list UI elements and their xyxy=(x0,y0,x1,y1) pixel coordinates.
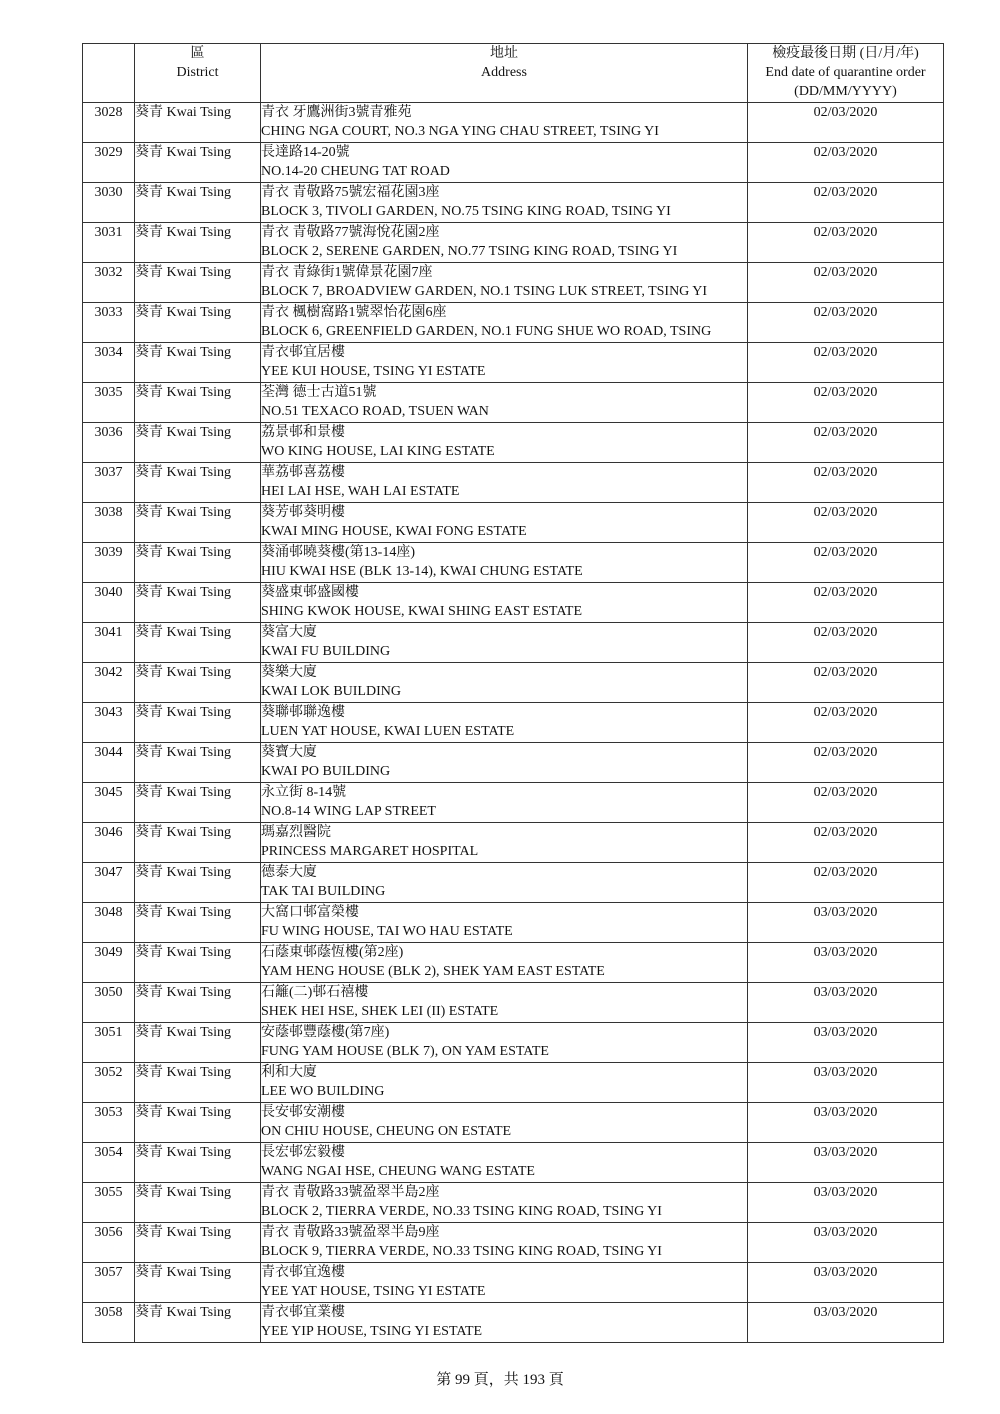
row-address-en: YEE KUI HOUSE, TSING YI ESTATE xyxy=(261,364,486,379)
row-address-en: NO.8-14 WING LAP STREET xyxy=(261,804,436,819)
row-address-zh: 葵寶大廈 xyxy=(261,745,317,760)
row-number: 3036 xyxy=(83,423,135,463)
row-end-date: 03/03/2020 xyxy=(748,1223,944,1263)
row-address-en: NO.14-20 CHEUNG TAT ROAD xyxy=(261,164,450,179)
row-address xyxy=(261,1183,748,1223)
table-row xyxy=(83,1143,944,1183)
row-number: 3044 xyxy=(83,743,135,783)
table-row xyxy=(83,623,944,663)
row-address xyxy=(261,463,748,503)
table-row xyxy=(83,1223,944,1263)
row-district: 葵青 Kwai Tsing xyxy=(135,343,261,383)
row-number: 3034 xyxy=(83,343,135,383)
row-address xyxy=(261,863,748,903)
row-district: 葵青 Kwai Tsing xyxy=(135,943,261,983)
row-end-date: 02/03/2020 xyxy=(748,743,944,783)
row-address-en: YAM HENG HOUSE (BLK 2), SHEK YAM EAST ESTATE xyxy=(261,964,605,979)
row-address-en: PRINCESS MARGARET HOSPITAL xyxy=(261,844,479,859)
table-row xyxy=(83,1063,944,1103)
row-number: 3033 xyxy=(83,303,135,343)
row-address xyxy=(261,503,748,543)
row-address-zh: 青衣 青敬路33號盈翠半島9座 xyxy=(261,1225,440,1240)
row-end-date: 03/03/2020 xyxy=(748,1183,944,1223)
row-district: 葵青 Kwai Tsing xyxy=(135,743,261,783)
row-address xyxy=(261,1303,748,1343)
row-address-en: SHEK HEI HSE, SHEK LEI (II) ESTATE xyxy=(261,1004,499,1019)
row-number: 3038 xyxy=(83,503,135,543)
row-address xyxy=(261,423,748,463)
row-number: 3058 xyxy=(83,1303,135,1343)
row-end-date: 03/03/2020 xyxy=(748,943,944,983)
row-district: 葵青 Kwai Tsing xyxy=(135,223,261,263)
row-district: 葵青 Kwai Tsing xyxy=(135,543,261,583)
row-number: 3037 xyxy=(83,463,135,503)
row-end-date: 03/03/2020 xyxy=(748,983,944,1023)
header-date-zh: 檢疫最後日期 (日/月/年) xyxy=(772,46,919,61)
row-address-en: LEE WO BUILDING xyxy=(261,1084,385,1099)
page-number: 第 99 頁，共 193 頁 xyxy=(436,1372,564,1388)
row-number: 3048 xyxy=(83,903,135,943)
row-end-date: 02/03/2020 xyxy=(748,783,944,823)
row-end-date: 02/03/2020 xyxy=(748,703,944,743)
row-address-zh: 青衣 青敬路77號海悅花園2座 xyxy=(261,225,440,240)
row-address-zh: 葵富大廈 xyxy=(261,625,317,640)
row-number: 3028 xyxy=(83,103,135,143)
row-end-date: 02/03/2020 xyxy=(748,663,944,703)
row-number: 3052 xyxy=(83,1063,135,1103)
row-number: 3029 xyxy=(83,143,135,183)
row-address-zh: 荃灣 德士古道51號 xyxy=(261,385,377,400)
row-address-zh: 青衣邨宜逸樓 xyxy=(261,1265,345,1280)
table-row xyxy=(83,423,944,463)
row-district: 葵青 Kwai Tsing xyxy=(135,1303,261,1343)
row-number: 3049 xyxy=(83,943,135,983)
row-district: 葵青 Kwai Tsing xyxy=(135,383,261,423)
row-number: 3046 xyxy=(83,823,135,863)
row-end-date: 03/03/2020 xyxy=(748,1063,944,1103)
header-address-zh: 地址 xyxy=(490,46,518,61)
row-district: 葵青 Kwai Tsing xyxy=(135,103,261,143)
row-district: 葵青 Kwai Tsing xyxy=(135,503,261,543)
row-address-zh: 安蔭邨豐蔭樓(第7座) xyxy=(261,1025,390,1040)
table-row xyxy=(83,943,944,983)
row-address xyxy=(261,823,748,863)
table-row xyxy=(83,303,944,343)
row-number: 3047 xyxy=(83,863,135,903)
row-number: 3041 xyxy=(83,623,135,663)
row-address-en: TAK TAI BUILDING xyxy=(261,884,386,899)
row-number: 3057 xyxy=(83,1263,135,1303)
row-address-en: FU WING HOUSE, TAI WO HAU ESTATE xyxy=(261,924,513,939)
row-end-date: 03/03/2020 xyxy=(748,1263,944,1303)
row-district: 葵青 Kwai Tsing xyxy=(135,183,261,223)
table-row xyxy=(83,983,944,1023)
row-address-zh: 長達路14-20號 xyxy=(261,145,350,160)
row-end-date: 02/03/2020 xyxy=(748,823,944,863)
row-address-en: CHING NGA COURT, NO.3 NGA YING CHAU STREET, TSING YI xyxy=(261,124,659,139)
header-address-en: Address xyxy=(481,65,527,80)
row-address-en: YEE YIP HOUSE, TSING YI ESTATE xyxy=(261,1324,483,1339)
row-end-date: 03/03/2020 xyxy=(748,1303,944,1343)
row-end-date: 02/03/2020 xyxy=(748,423,944,463)
row-number: 3040 xyxy=(83,583,135,623)
row-end-date: 02/03/2020 xyxy=(748,623,944,663)
row-address-en: ON CHIU HOUSE, CHEUNG ON ESTATE xyxy=(261,1124,512,1139)
row-address-zh: 長安邨安潮樓 xyxy=(261,1105,345,1120)
row-address xyxy=(261,383,748,423)
table-row xyxy=(83,263,944,303)
header-district-en: District xyxy=(176,65,219,80)
table-row xyxy=(83,543,944,583)
row-address-zh: 大窩口邨富榮樓 xyxy=(261,905,359,920)
table-row xyxy=(83,463,944,503)
table-row xyxy=(83,823,944,863)
table-row xyxy=(83,903,944,943)
row-address-zh: 葵樂大廈 xyxy=(261,665,317,680)
row-address xyxy=(261,223,748,263)
row-district: 葵青 Kwai Tsing xyxy=(135,303,261,343)
row-address xyxy=(261,1063,748,1103)
row-district: 葵青 Kwai Tsing xyxy=(135,623,261,663)
row-address-en: BLOCK 3, TIVOLI GARDEN, NO.75 TSING KING ROAD, TSING YI xyxy=(261,204,671,219)
row-address-en: HEI LAI HSE, WAH LAI ESTATE xyxy=(261,484,460,499)
row-end-date: 02/03/2020 xyxy=(748,303,944,343)
table-row xyxy=(83,583,944,623)
row-address-en: KWAI LOK BUILDING xyxy=(261,684,401,699)
row-number: 3032 xyxy=(83,263,135,303)
header-district-zh: 區 xyxy=(190,46,205,61)
table-row xyxy=(83,1263,944,1303)
row-address-zh: 石籬(二)邨石禧樓 xyxy=(261,985,369,1000)
row-address-en: BLOCK 9, TIERRA VERDE, NO.33 TSING KING ROAD, TSING YI xyxy=(261,1244,662,1259)
row-district: 葵青 Kwai Tsing xyxy=(135,263,261,303)
table-row xyxy=(83,863,944,903)
row-address-en: BLOCK 6, GREENFIELD GARDEN, NO.1 FUNG SHUE WO ROAD, TSING xyxy=(261,324,712,339)
row-district: 葵青 Kwai Tsing xyxy=(135,1183,261,1223)
row-address xyxy=(261,943,748,983)
row-number: 3039 xyxy=(83,543,135,583)
row-address-en: BLOCK 2, SERENE GARDEN, NO.77 TSING KING ROAD, TSING YI xyxy=(261,244,678,259)
row-district: 葵青 Kwai Tsing xyxy=(135,1263,261,1303)
row-address-zh: 青衣 牙鷹洲街3號青雅苑 xyxy=(261,105,412,120)
row-end-date: 02/03/2020 xyxy=(748,863,944,903)
row-address xyxy=(261,303,748,343)
row-address-en: WANG NGAI HSE, CHEUNG WANG ESTATE xyxy=(261,1164,535,1179)
row-number: 3043 xyxy=(83,703,135,743)
row-address-zh: 葵涌邨曉葵樓(第13-14座) xyxy=(261,545,415,560)
row-district: 葵青 Kwai Tsing xyxy=(135,463,261,503)
row-address xyxy=(261,903,748,943)
row-address-en: HIU KWAI HSE (BLK 13-14), KWAI CHUNG ESTATE xyxy=(261,564,583,579)
header-date-en-2: (DD/MM/YYYY) xyxy=(794,84,897,99)
table-row xyxy=(83,103,944,143)
table-row xyxy=(83,343,944,383)
header-district xyxy=(135,44,261,103)
row-end-date: 02/03/2020 xyxy=(748,183,944,223)
row-address xyxy=(261,1143,748,1183)
row-district: 葵青 Kwai Tsing xyxy=(135,663,261,703)
table-row xyxy=(83,703,944,743)
row-address-zh: 青衣 楓樹窩路1號翠怡花園6座 xyxy=(261,305,447,320)
row-address-zh: 葵盛東邨盛國樓 xyxy=(261,585,359,600)
row-address-zh: 葵芳邨葵明樓 xyxy=(261,505,345,520)
table-row xyxy=(83,1023,944,1063)
row-number: 3045 xyxy=(83,783,135,823)
row-number: 3051 xyxy=(83,1023,135,1063)
row-address-en: LUEN YAT HOUSE, KWAI LUEN ESTATE xyxy=(261,724,515,739)
row-address xyxy=(261,1263,748,1303)
row-end-date: 03/03/2020 xyxy=(748,1143,944,1183)
table-row xyxy=(83,1103,944,1143)
row-number: 3054 xyxy=(83,1143,135,1183)
row-address-zh: 華荔邨喜荔樓 xyxy=(261,465,345,480)
row-number: 3042 xyxy=(83,663,135,703)
row-end-date: 02/03/2020 xyxy=(748,343,944,383)
row-address xyxy=(261,983,748,1023)
row-address xyxy=(261,583,748,623)
row-district: 葵青 Kwai Tsing xyxy=(135,823,261,863)
table-row xyxy=(83,1303,944,1343)
row-number: 3053 xyxy=(83,1103,135,1143)
row-address xyxy=(261,1223,748,1263)
row-address-zh: 青衣邨宜業樓 xyxy=(261,1305,345,1320)
row-address-en: YEE YAT HOUSE, TSING YI ESTATE xyxy=(261,1284,486,1299)
quarantine-address-table xyxy=(82,43,944,1343)
row-address xyxy=(261,543,748,583)
row-district: 葵青 Kwai Tsing xyxy=(135,423,261,463)
row-number: 3035 xyxy=(83,383,135,423)
row-address-en: BLOCK 7, BROADVIEW GARDEN, NO.1 TSING LUK STREET, TSING YI xyxy=(261,284,708,299)
row-end-date: 02/03/2020 xyxy=(748,583,944,623)
row-district: 葵青 Kwai Tsing xyxy=(135,703,261,743)
row-address xyxy=(261,623,748,663)
row-end-date: 02/03/2020 xyxy=(748,103,944,143)
table-row xyxy=(83,223,944,263)
row-district: 葵青 Kwai Tsing xyxy=(135,1223,261,1263)
row-address-en: WO KING HOUSE, LAI KING ESTATE xyxy=(261,444,495,459)
row-address-en: FUNG YAM HOUSE (BLK 7), ON YAM ESTATE xyxy=(261,1044,549,1059)
row-address-en: KWAI PO BUILDING xyxy=(261,764,391,779)
row-address-zh: 瑪嘉烈醫院 xyxy=(261,825,331,840)
row-end-date: 02/03/2020 xyxy=(748,543,944,583)
row-address-zh: 青衣邨宜居樓 xyxy=(261,345,345,360)
row-address-zh: 利和大廈 xyxy=(261,1065,317,1080)
row-address-zh: 長宏邨宏毅樓 xyxy=(261,1145,345,1160)
row-end-date: 02/03/2020 xyxy=(748,503,944,543)
row-end-date: 02/03/2020 xyxy=(748,143,944,183)
header-address xyxy=(261,44,748,103)
table-row xyxy=(83,183,944,223)
row-address xyxy=(261,143,748,183)
table-row xyxy=(83,783,944,823)
row-district: 葵青 Kwai Tsing xyxy=(135,1103,261,1143)
row-number: 3030 xyxy=(83,183,135,223)
table-row xyxy=(83,1183,944,1223)
row-end-date: 02/03/2020 xyxy=(748,383,944,423)
row-address-en: NO.51 TEXACO ROAD, TSUEN WAN xyxy=(261,404,489,419)
table-row xyxy=(83,383,944,423)
row-district: 葵青 Kwai Tsing xyxy=(135,583,261,623)
row-number: 3055 xyxy=(83,1183,135,1223)
row-district: 葵青 Kwai Tsing xyxy=(135,143,261,183)
row-address xyxy=(261,783,748,823)
row-address-zh: 青衣 青敬路75號宏福花園3座 xyxy=(261,185,440,200)
row-end-date: 03/03/2020 xyxy=(748,1103,944,1143)
table-row xyxy=(83,743,944,783)
row-district: 葵青 Kwai Tsing xyxy=(135,863,261,903)
row-address-zh: 青衣 青敬路33號盈翠半島2座 xyxy=(261,1185,440,1200)
row-address xyxy=(261,663,748,703)
row-number: 3056 xyxy=(83,1223,135,1263)
row-district: 葵青 Kwai Tsing xyxy=(135,1063,261,1103)
row-address xyxy=(261,183,748,223)
row-end-date: 03/03/2020 xyxy=(748,1023,944,1063)
row-address xyxy=(261,743,748,783)
row-address xyxy=(261,1103,748,1143)
row-address-en: KWAI FU BUILDING xyxy=(261,644,391,659)
row-address-en: BLOCK 2, TIERRA VERDE, NO.33 TSING KING ROAD, TSING YI xyxy=(261,1204,662,1219)
row-district: 葵青 Kwai Tsing xyxy=(135,1143,261,1183)
header-date-en-1: End date of quarantine order xyxy=(765,65,926,80)
row-district: 葵青 Kwai Tsing xyxy=(135,783,261,823)
row-district: 葵青 Kwai Tsing xyxy=(135,983,261,1023)
row-end-date: 03/03/2020 xyxy=(748,903,944,943)
table-row xyxy=(83,503,944,543)
header-no xyxy=(83,44,135,103)
row-address-en: KWAI MING HOUSE, KWAI FONG ESTATE xyxy=(261,524,527,539)
row-district: 葵青 Kwai Tsing xyxy=(135,1023,261,1063)
row-address-zh: 德泰大廈 xyxy=(261,865,317,880)
row-number: 3050 xyxy=(83,983,135,1023)
row-district: 葵青 Kwai Tsing xyxy=(135,903,261,943)
row-address-zh: 青衣 青綠街1號偉景花園7座 xyxy=(261,265,433,280)
row-address xyxy=(261,263,748,303)
row-address xyxy=(261,1023,748,1063)
table-row xyxy=(83,663,944,703)
row-end-date: 02/03/2020 xyxy=(748,263,944,303)
row-address xyxy=(261,103,748,143)
row-address-zh: 石蔭東邨蔭恆樓(第2座) xyxy=(261,945,404,960)
table-row xyxy=(83,143,944,183)
row-address-zh: 荔景邨和景樓 xyxy=(261,425,345,440)
row-address-zh: 永立街 8-14號 xyxy=(261,785,347,800)
row-address-zh: 葵聯邨聯逸樓 xyxy=(261,705,345,720)
row-end-date: 02/03/2020 xyxy=(748,223,944,263)
row-address xyxy=(261,343,748,383)
header-end-date xyxy=(748,44,944,103)
row-address-en: SHING KWOK HOUSE, KWAI SHING EAST ESTATE xyxy=(261,604,582,619)
row-end-date: 02/03/2020 xyxy=(748,463,944,503)
table-header-row xyxy=(83,44,944,103)
row-number: 3031 xyxy=(83,223,135,263)
row-address xyxy=(261,703,748,743)
